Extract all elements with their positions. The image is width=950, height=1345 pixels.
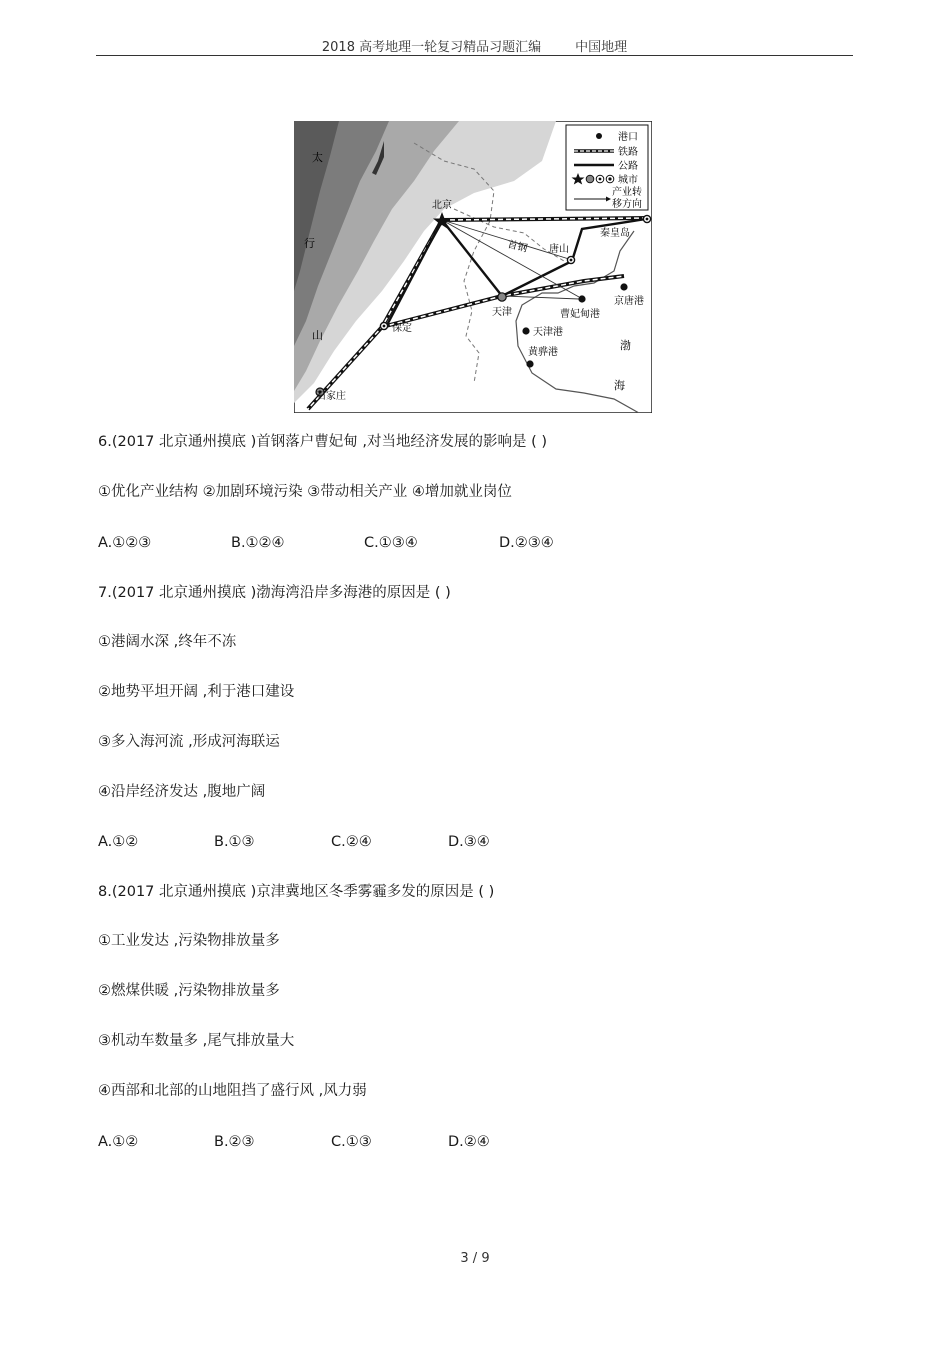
city-label-caofeidian-port: 曹妃甸港 xyxy=(560,309,600,320)
question-8-item-1: ①工业发达 ,污染物排放量多 xyxy=(98,933,280,949)
header-rule xyxy=(96,55,853,56)
legend-port-icon xyxy=(596,133,602,139)
city-label-shougang: 首钢 xyxy=(506,239,529,255)
question-8-stem: 8.(2017 北京通州摸底 )京津冀地区冬季雾霾多发的原因是 ( ) xyxy=(98,884,495,900)
question-7-stem: 7.(2017 北京通州摸底 )渤海湾沿岸多海港的原因是 ( ) xyxy=(98,585,451,601)
map-figure xyxy=(294,121,652,413)
option-b: B.②③ xyxy=(214,1134,255,1150)
option-b: B.①②④ xyxy=(231,535,285,551)
option-c: C.①③ xyxy=(331,1134,372,1150)
question-6-items: ①优化产业结构 ②加剧环境污染 ③带动相关产业 ④增加就业岗位 xyxy=(98,484,512,500)
city-label-baoding: 保定 xyxy=(392,323,412,334)
question-7-item-2: ②地势平坦开阔 ,利于港口建设 xyxy=(98,684,295,700)
legend-label-highway: 公路 xyxy=(618,161,638,172)
question-8-item-4: ④西部和北部的山地阻挡了盛行风 ,风力弱 xyxy=(98,1083,367,1099)
option-b: B.①③ xyxy=(214,834,255,850)
question-7-item-3: ③多入海河流 ,形成河海联运 xyxy=(98,734,280,750)
city-label-jingtang-port: 京唐港 xyxy=(614,296,644,307)
sea-label-bo: 渤 xyxy=(620,340,631,352)
city-label-qinhuangdao: 秦皇岛 xyxy=(600,228,630,239)
legend-label-transfer-1: 产业转 xyxy=(612,187,642,198)
question-7-item-4: ④沿岸经济发达 ,腹地广阔 xyxy=(98,784,266,800)
city-label-beijing: 北京 xyxy=(432,200,452,211)
question-8-item-3: ③机动车数量多 ,尾气排放量大 xyxy=(98,1033,295,1049)
option-a: A.①②③ xyxy=(98,535,152,551)
option-c: C.①③④ xyxy=(364,535,418,551)
option-a: A.①② xyxy=(98,1134,139,1150)
legend-label-city: 城市 xyxy=(618,175,638,186)
page-number: 3 / 9 xyxy=(460,1251,490,1266)
sea-label-hai: 海 xyxy=(614,380,625,392)
option-d: D.③④ xyxy=(448,834,490,850)
city-label-shijiazhuang: 石家庄 xyxy=(316,391,346,402)
mountain-label-shan: 山 xyxy=(312,330,323,342)
city-label-huanghua-port: 黄骅港 xyxy=(528,347,558,358)
city-label-tianjin-port: 天津港 xyxy=(533,327,563,338)
option-d: D.②④ xyxy=(448,1134,490,1150)
question-6-stem: 6.(2017 北京通州摸底 )首钢落户曹妃甸 ,对当地经济发展的影响是 ( ) xyxy=(98,434,548,450)
question-7-item-1: ①港阔水深 ,终年不冻 xyxy=(98,634,237,650)
legend-label-railway: 铁路 xyxy=(618,147,638,158)
header-title: 2018 高考地理一轮复习精品习题汇编 xyxy=(321,40,542,55)
legend-label-port: 港口 xyxy=(618,132,638,143)
question-8-item-2: ②燃煤供暖 ,污染物排放量多 xyxy=(98,983,280,999)
city-label-tangshan: 唐山 xyxy=(549,244,569,255)
mountain-label-tai: 太 xyxy=(312,152,323,164)
legend-label-transfer-2: 移方向 xyxy=(612,199,642,210)
option-d: D.②③④ xyxy=(499,535,554,551)
mountain-label-hang: 行 xyxy=(304,238,315,250)
option-a: A.①② xyxy=(98,834,139,850)
city-label-tianjin: 天津 xyxy=(492,307,512,318)
option-c: C.②④ xyxy=(331,834,372,850)
page-header xyxy=(96,36,853,55)
header-subject: 中国地理 xyxy=(575,40,628,55)
